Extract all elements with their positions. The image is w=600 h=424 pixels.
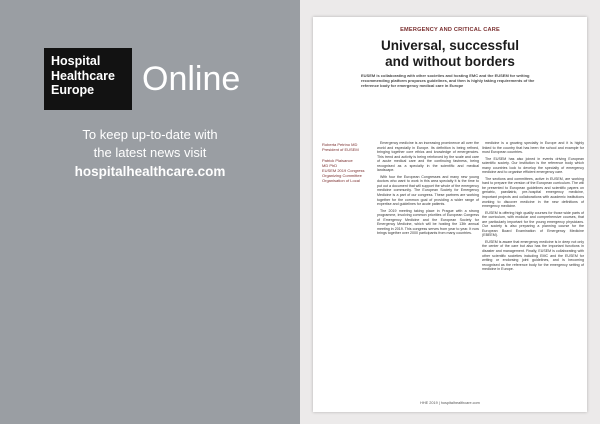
standfirst: EUSEM is collaborating with other societies and hosting EMC and the EUSEM for writing recommending platform proposes guidelines, and then is highly taking requirements of the reference body for emergency medical care in Europe — [361, 73, 535, 88]
col2-paragraph: The EUSEM has also joined in events driving European scientific society. Our institution is the reference body which many countries look to develop the specialty of emergency medicine and to organise efficient emergency care. — [482, 156, 584, 175]
tagline-line-2: the latest news visit — [93, 145, 207, 160]
section-label: EMERGENCY AND CRITICAL CARE — [400, 27, 500, 33]
logo-line-2: Healthcare — [51, 68, 115, 83]
col2-paragraph: The sections and committees, active in EUSEM, are working hard to prepare the version of the European curriculum. The will be presented to European guidelines and scientific papers on geriatric, paediatric, pre-hospital emergency medicine, important projects and collaborations with academic institutions working to discover medicine in the new definitions of emergency medicine. — [482, 176, 584, 209]
col1-paragraph: With four the European Congresses and many new young doctors who want to work in this area specialty it is the time to put out a document that will support the whole of the emergency medicine community. The European Society for Emergency Medicine is a part of our congress. These partners are working together for the common goal of providing a wider range of expertise and guidelines for acute patients. — [377, 174, 479, 207]
col1-paragraph: The 2019 meeting taking place in Prague with a strong programme, involving common priorities of European Congress of Emergency Medicine and the European Society for Emergency Medicine, which will be hosting the 13th annual meeting in 2019. This congress serves from year to year. It now brings together over 2000 participants from many countries. — [377, 208, 479, 236]
byline-author-1: Roberta Petrino MD President of EUSEM — [322, 142, 359, 152]
byline-author-2: Patrick Plaisance MD PhD EUSEM 2019 Congress Organizing Committee Organisation of Local — [322, 158, 365, 183]
headline-line-1: Universal, successful — [380, 38, 520, 53]
article-page — [313, 17, 587, 412]
hhe-logo — [44, 48, 240, 110]
col2-paragraph: EUSEM is aware that emergency medicine is in deep not only the center of the care but also has the important functions in disaster and management. Finally, EUSEM is collaborating with other scientific societies including EMC and the EUSEM for writing or endorsing joint guidelines, and is becoming recognised as the reference body for the emergency setting of medicine in Europe. — [482, 239, 584, 272]
byline — [322, 142, 372, 189]
page-footer: HHE 2019 | hospitalhealthcare.com — [420, 401, 480, 405]
col2-paragraph: EUSEM is offering high quality courses for those wide parts of the curriculum, with modular and comprehensive courses, that are particularly important for the young emergency physicians. Our society is also preparing a planning course for the European Board Examination of Emergency Medicine (EBEEM). — [482, 210, 584, 238]
logo-online-word: Online — [142, 60, 241, 98]
article-column-2 — [482, 141, 584, 274]
col1-paragraph: Emergency medicine is an increasing prominence all over the world and especially in Europe. Its definition is being refined, bringing together core ethics and knowledge of emergencies. This trend and activity is being reinforced by the scale and care of acute medical care and the continuing fastness, being recognised as a specialty in the scientific and medical landscape. — [377, 141, 479, 173]
logo-line-3: Europe — [51, 83, 95, 97]
logo-box — [44, 48, 132, 110]
headline-line-2: and without borders — [385, 54, 515, 69]
website-link[interactable]: hospitalhealthcare.com — [74, 164, 226, 179]
article-column-1 — [377, 141, 479, 238]
col2-paragraph: medicine is a growing specialty in Europe and it is highly linked to the country that has been the school and example for most European countries. — [482, 141, 584, 155]
logo-line-1: Hospital — [51, 54, 101, 68]
tagline-line-1: To keep up-to-date with — [82, 127, 218, 142]
